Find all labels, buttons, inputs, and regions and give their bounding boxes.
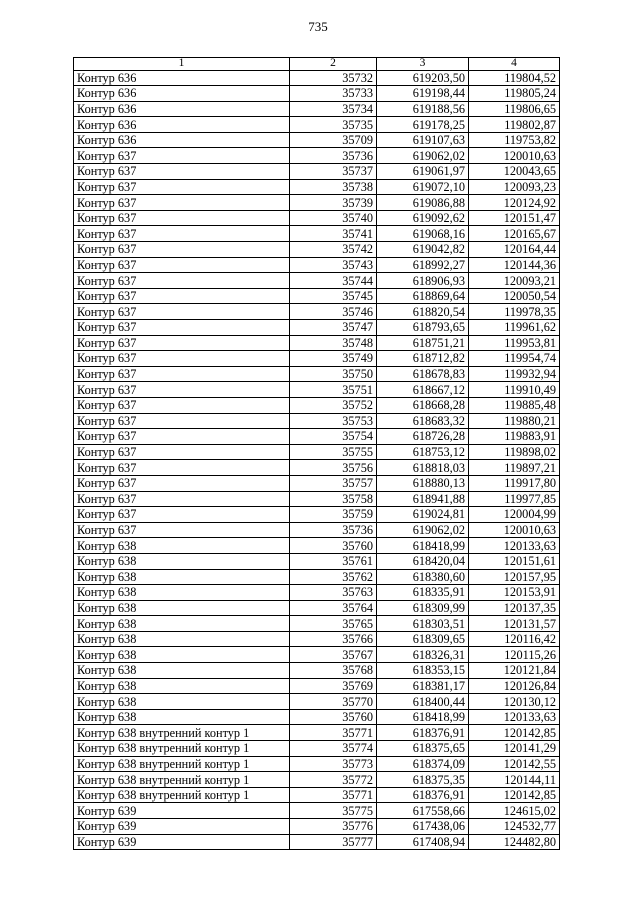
x-coordinate-cell: 618309,99 [377,600,469,616]
x-coordinate-cell: 618400,44 [377,694,469,710]
table-row [74,382,560,398]
x-coordinate-cell: 618793,65 [377,320,469,336]
table-row [74,70,560,86]
y-coordinate-cell: 119897,21 [469,460,560,476]
point-number-cell: 35772 [290,772,377,788]
y-coordinate-cell: 120115,26 [469,647,560,663]
point-number-cell: 35747 [290,320,377,336]
table-row [74,397,560,413]
contour-name-cell: Контур 638 [74,694,290,710]
table-row [74,756,560,772]
y-coordinate-cell: 120142,85 [469,787,560,803]
x-coordinate-cell: 619062,02 [377,522,469,538]
y-coordinate-cell: 119978,35 [469,304,560,320]
y-coordinate-cell: 120010,63 [469,148,560,164]
column-header: 1 [74,58,290,71]
contour-name-cell: Контур 638 [74,678,290,694]
y-coordinate-cell: 119932,94 [469,366,560,382]
table-row [74,179,560,195]
y-coordinate-cell: 120133,63 [469,709,560,725]
x-coordinate-cell: 618376,91 [377,725,469,741]
x-coordinate-cell: 618380,60 [377,569,469,585]
x-coordinate-cell: 619178,25 [377,117,469,133]
point-number-cell: 35743 [290,257,377,273]
contour-name-cell: Контур 638 внутренний контур 1 [74,787,290,803]
point-number-cell: 35754 [290,429,377,445]
contour-name-cell: Контур 637 [74,242,290,258]
y-coordinate-cell: 120043,65 [469,164,560,180]
y-coordinate-cell: 120153,91 [469,585,560,601]
contour-name-cell: Контур 638 [74,538,290,554]
table-row [74,117,560,133]
contour-name-cell: Контур 638 внутренний контур 1 [74,772,290,788]
contour-name-cell: Контур 637 [74,164,290,180]
contour-name-cell: Контур 637 [74,257,290,273]
contour-name-cell: Контур 638 [74,585,290,601]
contour-name-cell: Контур 636 [74,70,290,86]
point-number-cell: 35744 [290,273,377,289]
table-row [74,210,560,226]
table-row [74,86,560,102]
point-number-cell: 35746 [290,304,377,320]
table-header-row [74,58,560,71]
x-coordinate-cell: 618726,28 [377,429,469,445]
x-coordinate-cell: 618941,88 [377,491,469,507]
table-row [74,226,560,242]
x-coordinate-cell: 618420,04 [377,553,469,569]
y-coordinate-cell: 119883,91 [469,429,560,445]
contour-name-cell: Контур 638 внутренний контур 1 [74,725,290,741]
table-row [74,663,560,679]
point-number-cell: 35766 [290,631,377,647]
column-header: 2 [290,58,377,71]
point-number-cell: 35769 [290,678,377,694]
table-row [74,273,560,289]
y-coordinate-cell: 120151,61 [469,553,560,569]
table-row [74,304,560,320]
x-coordinate-cell: 618376,91 [377,787,469,803]
point-number-cell: 35751 [290,382,377,398]
y-coordinate-cell: 120142,55 [469,756,560,772]
y-coordinate-cell: 119898,02 [469,444,560,460]
x-coordinate-cell: 618668,28 [377,397,469,413]
contour-name-cell: Контур 637 [74,335,290,351]
point-number-cell: 35734 [290,101,377,117]
contour-name-cell: Контур 637 [74,366,290,382]
point-number-cell: 35760 [290,538,377,554]
table-row [74,148,560,164]
contour-name-cell: Контур 637 [74,304,290,320]
y-coordinate-cell: 120157,95 [469,569,560,585]
point-number-cell: 35737 [290,164,377,180]
table-row [74,475,560,491]
contour-name-cell: Контур 636 [74,117,290,133]
x-coordinate-cell: 619024,81 [377,507,469,523]
column-header: 4 [469,58,560,71]
y-coordinate-cell: 120142,85 [469,725,560,741]
contour-name-cell: Контур 637 [74,413,290,429]
y-coordinate-cell: 120151,47 [469,210,560,226]
point-number-cell: 35732 [290,70,377,86]
y-coordinate-cell: 120050,54 [469,288,560,304]
point-number-cell: 35775 [290,803,377,819]
y-coordinate-cell: 119880,21 [469,413,560,429]
table-row [74,585,560,601]
contour-name-cell: Контур 637 [74,226,290,242]
contour-name-cell: Контур 638 [74,553,290,569]
y-coordinate-cell: 120010,63 [469,522,560,538]
contour-name-cell: Контур 637 [74,351,290,367]
table-row [74,429,560,445]
point-number-cell: 35750 [290,366,377,382]
contour-name-cell: Контур 637 [74,273,290,289]
x-coordinate-cell: 619198,44 [377,86,469,102]
contour-name-cell: Контур 639 [74,803,290,819]
point-number-cell: 35761 [290,553,377,569]
y-coordinate-cell: 120133,63 [469,538,560,554]
contour-name-cell: Контур 637 [74,148,290,164]
point-number-cell: 35733 [290,86,377,102]
x-coordinate-cell: 618418,99 [377,538,469,554]
point-number-cell: 35776 [290,819,377,835]
x-coordinate-cell: 617408,94 [377,834,469,850]
point-number-cell: 35709 [290,132,377,148]
contour-name-cell: Контур 637 [74,397,290,413]
x-coordinate-cell: 619203,50 [377,70,469,86]
contour-name-cell: Контур 638 [74,663,290,679]
y-coordinate-cell: 120141,29 [469,741,560,757]
point-number-cell: 35741 [290,226,377,242]
y-coordinate-cell: 119802,87 [469,117,560,133]
x-coordinate-cell: 619092,62 [377,210,469,226]
table-row [74,803,560,819]
x-coordinate-cell: 619061,97 [377,164,469,180]
x-coordinate-cell: 619086,88 [377,195,469,211]
y-coordinate-cell: 120121,84 [469,663,560,679]
contour-name-cell: Контур 638 [74,616,290,632]
x-coordinate-cell: 618880,13 [377,475,469,491]
contour-name-cell: Контур 637 [74,444,290,460]
contour-name-cell: Контур 638 внутренний контур 1 [74,741,290,757]
contour-name-cell: Контур 639 [74,819,290,835]
table-row [74,507,560,523]
point-number-cell: 35736 [290,148,377,164]
point-number-cell: 35748 [290,335,377,351]
y-coordinate-cell: 119806,65 [469,101,560,117]
point-number-cell: 35755 [290,444,377,460]
table-row [74,600,560,616]
x-coordinate-cell: 618753,12 [377,444,469,460]
x-coordinate-cell: 618374,09 [377,756,469,772]
y-coordinate-cell: 120126,84 [469,678,560,694]
point-number-cell: 35740 [290,210,377,226]
x-coordinate-cell: 618375,65 [377,741,469,757]
x-coordinate-cell: 618309,65 [377,631,469,647]
contour-name-cell: Контур 637 [74,491,290,507]
contour-name-cell: Контур 637 [74,195,290,211]
y-coordinate-cell: 120093,21 [469,273,560,289]
point-number-cell: 35774 [290,741,377,757]
table-row [74,288,560,304]
x-coordinate-cell: 618678,83 [377,366,469,382]
point-number-cell: 35752 [290,397,377,413]
table-row [74,709,560,725]
y-coordinate-cell: 119885,48 [469,397,560,413]
table-row [74,787,560,803]
y-coordinate-cell: 119805,24 [469,86,560,102]
table-row [74,834,560,850]
contour-name-cell: Контур 636 [74,101,290,117]
x-coordinate-cell: 618353,15 [377,663,469,679]
contour-name-cell: Контур 637 [74,507,290,523]
contour-name-cell: Контур 639 [74,834,290,850]
table-row [74,444,560,460]
y-coordinate-cell: 119977,85 [469,491,560,507]
point-number-cell: 35770 [290,694,377,710]
contour-name-cell: Контур 638 [74,709,290,725]
y-coordinate-cell: 119804,52 [469,70,560,86]
point-number-cell: 35777 [290,834,377,850]
table-row [74,741,560,757]
table-row [74,569,560,585]
x-coordinate-cell: 618418,99 [377,709,469,725]
point-number-cell: 35738 [290,179,377,195]
contour-name-cell: Контур 636 [74,132,290,148]
point-number-cell: 35762 [290,569,377,585]
y-coordinate-cell: 120164,44 [469,242,560,258]
x-coordinate-cell: 619062,02 [377,148,469,164]
table-row [74,242,560,258]
contour-name-cell: Контур 637 [74,210,290,226]
contour-name-cell: Контур 637 [74,179,290,195]
y-coordinate-cell: 120124,92 [469,195,560,211]
x-coordinate-cell: 617558,66 [377,803,469,819]
point-number-cell: 35764 [290,600,377,616]
table-row [74,413,560,429]
y-coordinate-cell: 120093,23 [469,179,560,195]
page-number: 735 [308,19,328,34]
point-number-cell: 35753 [290,413,377,429]
x-coordinate-cell: 618303,51 [377,616,469,632]
table-row [74,694,560,710]
y-coordinate-cell: 119910,49 [469,382,560,398]
x-coordinate-cell: 618751,21 [377,335,469,351]
point-number-cell: 35739 [290,195,377,211]
table-row [74,631,560,647]
y-coordinate-cell: 120004,99 [469,507,560,523]
point-number-cell: 35756 [290,460,377,476]
coordinates-table [73,57,560,850]
point-number-cell: 35771 [290,787,377,803]
contour-name-cell: Контур 636 [74,86,290,102]
table-row [74,164,560,180]
table-row [74,351,560,367]
x-coordinate-cell: 618335,91 [377,585,469,601]
table-row [74,538,560,554]
x-coordinate-cell: 618712,82 [377,351,469,367]
point-number-cell: 35736 [290,522,377,538]
x-coordinate-cell: 618683,32 [377,413,469,429]
table-row [74,678,560,694]
table-row [74,819,560,835]
table-row [74,195,560,211]
point-number-cell: 35760 [290,709,377,725]
contour-name-cell: Контур 638 [74,569,290,585]
table-row [74,725,560,741]
table-row [74,335,560,351]
x-coordinate-cell: 619068,16 [377,226,469,242]
contour-name-cell: Контур 638 [74,600,290,616]
y-coordinate-cell: 124615,02 [469,803,560,819]
column-header: 3 [377,58,469,71]
table-row [74,647,560,663]
contour-name-cell: Контур 637 [74,460,290,476]
x-coordinate-cell: 618820,54 [377,304,469,320]
x-coordinate-cell: 618906,93 [377,273,469,289]
point-number-cell: 35773 [290,756,377,772]
x-coordinate-cell: 618992,27 [377,257,469,273]
contour-name-cell: Контур 637 [74,320,290,336]
point-number-cell: 35735 [290,117,377,133]
x-coordinate-cell: 618869,64 [377,288,469,304]
table-row [74,772,560,788]
table-row [74,257,560,273]
contour-name-cell: Контур 637 [74,522,290,538]
y-coordinate-cell: 120131,57 [469,616,560,632]
table-row [74,132,560,148]
x-coordinate-cell: 619107,63 [377,132,469,148]
point-number-cell: 35758 [290,491,377,507]
table-row [74,491,560,507]
contour-name-cell: Контур 638 внутренний контур 1 [74,756,290,772]
y-coordinate-cell: 119954,74 [469,351,560,367]
y-coordinate-cell: 124532,77 [469,819,560,835]
x-coordinate-cell: 619072,10 [377,179,469,195]
table-row [74,460,560,476]
y-coordinate-cell: 124482,80 [469,834,560,850]
contour-name-cell: Контур 637 [74,475,290,491]
point-number-cell: 35742 [290,242,377,258]
y-coordinate-cell: 119917,80 [469,475,560,491]
x-coordinate-cell: 618667,12 [377,382,469,398]
x-coordinate-cell: 618381,17 [377,678,469,694]
point-number-cell: 35771 [290,725,377,741]
x-coordinate-cell: 618326,31 [377,647,469,663]
x-coordinate-cell: 617438,06 [377,819,469,835]
table-body [74,70,560,850]
y-coordinate-cell: 119961,62 [469,320,560,336]
table-row [74,553,560,569]
point-number-cell: 35749 [290,351,377,367]
point-number-cell: 35763 [290,585,377,601]
y-coordinate-cell: 119753,82 [469,132,560,148]
x-coordinate-cell: 619188,56 [377,101,469,117]
contour-name-cell: Контур 638 [74,631,290,647]
point-number-cell: 35757 [290,475,377,491]
point-number-cell: 35745 [290,288,377,304]
point-number-cell: 35767 [290,647,377,663]
contour-name-cell: Контур 637 [74,382,290,398]
contour-name-cell: Контур 637 [74,288,290,304]
point-number-cell: 35768 [290,663,377,679]
y-coordinate-cell: 120144,36 [469,257,560,273]
contour-name-cell: Контур 637 [74,429,290,445]
table-row [74,320,560,336]
x-coordinate-cell: 619042,82 [377,242,469,258]
contour-name-cell: Контур 638 [74,647,290,663]
table-row [74,366,560,382]
x-coordinate-cell: 618818,03 [377,460,469,476]
point-number-cell: 35765 [290,616,377,632]
y-coordinate-cell: 119953,81 [469,335,560,351]
y-coordinate-cell: 120165,67 [469,226,560,242]
y-coordinate-cell: 120116,42 [469,631,560,647]
y-coordinate-cell: 120137,35 [469,600,560,616]
point-number-cell: 35759 [290,507,377,523]
table-row [74,101,560,117]
table-row [74,616,560,632]
y-coordinate-cell: 120144,11 [469,772,560,788]
table-row [74,522,560,538]
x-coordinate-cell: 618375,35 [377,772,469,788]
y-coordinate-cell: 120130,12 [469,694,560,710]
